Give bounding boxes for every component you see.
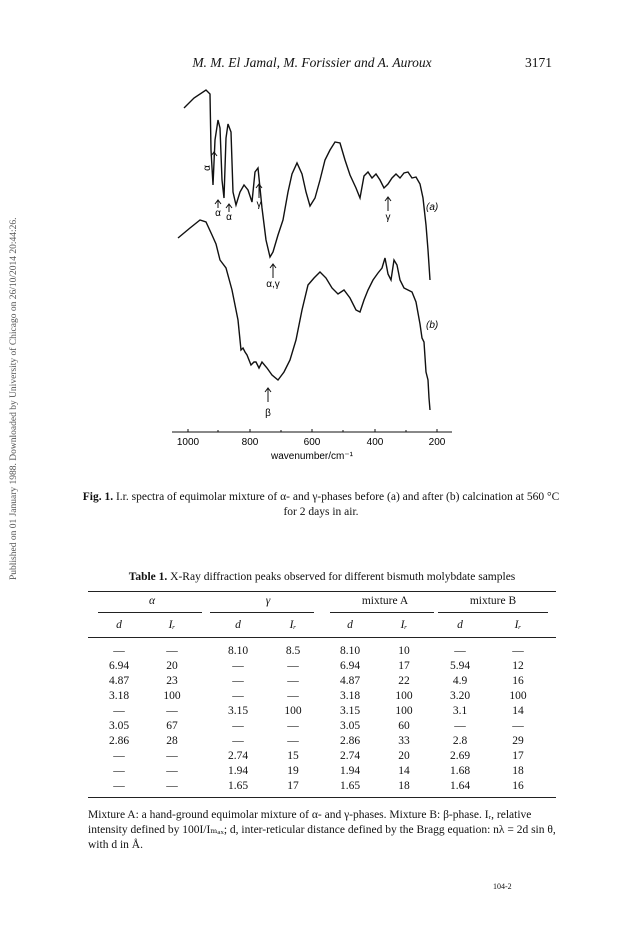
table-cell: 2.86 bbox=[108, 735, 130, 747]
table-footnote: Mixture A: a hand-ground equimolar mixture of α- and γ-phases. Mixture B: β-phase. Iᵣ, relative intensity defined by 100I/Iₘₐₓ; d, inter-reticular distance defined by the Bragg equation: nλ = 2d sin θ, with d in Å. bbox=[88, 809, 556, 851]
running-head: M. M. El Jamal, M. Forissier and A. Auroux bbox=[192, 55, 432, 70]
marker-label: α bbox=[202, 165, 213, 171]
table-cell: 8.10 bbox=[227, 645, 249, 657]
table-cell: 1.94 bbox=[339, 765, 361, 777]
table-cell: 15 bbox=[287, 750, 299, 762]
arrow-icon bbox=[265, 388, 271, 402]
table-cell: 1.65 bbox=[339, 780, 361, 792]
table-cell: 22 bbox=[398, 675, 410, 687]
table-cell: 1.94 bbox=[227, 765, 249, 777]
marker-label: α bbox=[226, 212, 232, 223]
table-cell: 2.8 bbox=[452, 735, 468, 747]
group-rule bbox=[438, 612, 548, 613]
side-note bbox=[6, 150, 20, 580]
curve-b-label: (b) bbox=[426, 320, 439, 331]
table-cell: — bbox=[166, 750, 178, 762]
table-cell: 6.94 bbox=[339, 660, 361, 672]
side-note-text: Published on 01 January 1988. Downloaded by University of Chicago on 26/10/2014 20:44:26. bbox=[9, 217, 19, 580]
marker-label: α bbox=[215, 208, 221, 219]
table-cell: — bbox=[287, 690, 299, 702]
table-title bbox=[92, 571, 552, 583]
page-code: 104-2 bbox=[493, 882, 512, 891]
table-cell: 16 bbox=[512, 780, 524, 792]
markers-curve-a bbox=[202, 152, 391, 290]
table-cell: — bbox=[113, 780, 125, 792]
table-cell: 14 bbox=[512, 705, 524, 717]
table-cell: — bbox=[113, 765, 125, 777]
table-cell: — bbox=[232, 660, 244, 672]
table-cell: 14 bbox=[398, 765, 410, 777]
table-cell: — bbox=[232, 675, 244, 687]
group-rule bbox=[330, 612, 434, 613]
table-cell: 3.1 bbox=[452, 705, 468, 717]
table-cell: — bbox=[287, 660, 299, 672]
spectrum-curve-b bbox=[178, 220, 430, 410]
group-header-mixture-b: mixture B bbox=[469, 595, 517, 607]
table-cell: — bbox=[232, 735, 244, 747]
marker-label: α,γ bbox=[266, 279, 280, 290]
table-cell: 100 bbox=[395, 690, 413, 702]
figure-caption-text: I.r. spectra of equimolar mixture of α- and γ-phases before (a) and after (b) calcination at 560 °C for 2 days in air. bbox=[115, 491, 560, 518]
arrow-icon bbox=[270, 264, 276, 278]
column-header: d bbox=[235, 619, 241, 631]
table-cell: 3.05 bbox=[339, 720, 361, 732]
table-top-rule bbox=[88, 591, 556, 592]
table-cell: 2.74 bbox=[339, 750, 361, 762]
table-cell: — bbox=[287, 735, 299, 747]
column-header: Iᵣ bbox=[168, 619, 176, 631]
table-cell: — bbox=[166, 705, 178, 717]
table-cell: — bbox=[113, 645, 125, 657]
table-cell: — bbox=[166, 765, 178, 777]
table-cell: 33 bbox=[398, 735, 410, 747]
table-cell: — bbox=[166, 780, 178, 792]
table-cell: — bbox=[512, 645, 524, 657]
curve-a-label: (a) bbox=[426, 202, 439, 213]
table-cell: 18 bbox=[512, 765, 524, 777]
table-title-label: Table 1. bbox=[128, 571, 168, 583]
x-axis-label: wavenumber/cm⁻¹ bbox=[271, 451, 353, 462]
table-bottom-rule bbox=[88, 797, 556, 798]
marker-label: γ bbox=[256, 199, 262, 210]
table-cell: 1.64 bbox=[449, 780, 471, 792]
table-cell: 16 bbox=[512, 675, 524, 687]
table-cell: — bbox=[113, 750, 125, 762]
table-cell: 100 bbox=[509, 690, 527, 702]
table-cell: 6.94 bbox=[108, 660, 130, 672]
table-cell: 18 bbox=[398, 780, 410, 792]
table-cell: 19 bbox=[287, 765, 299, 777]
table-header-rule bbox=[88, 637, 556, 638]
table-cell: 100 bbox=[395, 705, 413, 717]
table-cell: 8.5 bbox=[285, 645, 301, 657]
table-cell: 20 bbox=[398, 750, 410, 762]
markers-curve-b bbox=[265, 388, 271, 419]
xrd-table bbox=[88, 587, 556, 799]
x-tick-label: 800 bbox=[241, 437, 259, 448]
table-cell: 2.74 bbox=[227, 750, 249, 762]
table-cell: — bbox=[454, 645, 466, 657]
table-cell: 4.9 bbox=[452, 675, 468, 687]
table-cell: 3.15 bbox=[339, 705, 361, 717]
marker-label: β bbox=[265, 408, 271, 419]
page-number: 3171 bbox=[525, 55, 552, 70]
table-cell: 3.05 bbox=[108, 720, 130, 732]
table-cell: 20 bbox=[166, 660, 178, 672]
figure-caption-label: Fig. 1. bbox=[82, 491, 114, 503]
table-cell: 8.10 bbox=[339, 645, 361, 657]
table-cell: 17 bbox=[398, 660, 410, 672]
table-cell: — bbox=[232, 690, 244, 702]
table-cell: 2.86 bbox=[339, 735, 361, 747]
table-cell: 3.18 bbox=[108, 690, 130, 702]
group-rule bbox=[98, 612, 202, 613]
table-cell: 1.65 bbox=[227, 780, 249, 792]
x-tick-label: 600 bbox=[303, 437, 321, 448]
marker-label: γ bbox=[385, 212, 391, 223]
table-cell: 17 bbox=[512, 750, 524, 762]
table-cell: — bbox=[232, 720, 244, 732]
arrow-icon bbox=[385, 197, 391, 211]
table-cell: — bbox=[512, 720, 524, 732]
table-cell: — bbox=[113, 705, 125, 717]
table-cell: 67 bbox=[166, 720, 178, 732]
table-cell: 4.87 bbox=[108, 675, 130, 687]
table-cell: 3.18 bbox=[339, 690, 361, 702]
table-cell: 10 bbox=[398, 645, 410, 657]
table-cell: 17 bbox=[287, 780, 299, 792]
table-cell: 3.20 bbox=[449, 690, 471, 702]
group-header-alpha: α bbox=[148, 595, 156, 607]
column-header: d bbox=[457, 619, 463, 631]
table-cell: — bbox=[287, 675, 299, 687]
arrow-icon bbox=[215, 200, 221, 208]
arrow-icon bbox=[226, 204, 232, 212]
column-header: Iᵣ bbox=[514, 619, 522, 631]
table-cell: 100 bbox=[163, 690, 181, 702]
group-header-gamma: γ bbox=[265, 595, 271, 607]
x-axis bbox=[172, 429, 452, 462]
ir-spectrum-figure bbox=[170, 80, 460, 480]
x-tick-label: 200 bbox=[428, 437, 446, 448]
table-cell: 12 bbox=[512, 660, 524, 672]
table-cell: 28 bbox=[166, 735, 178, 747]
column-header: d bbox=[116, 619, 122, 631]
x-tick-label: 1000 bbox=[176, 437, 200, 448]
table-cell: 4.87 bbox=[339, 675, 361, 687]
column-header: Iᵣ bbox=[289, 619, 297, 631]
table-cell: — bbox=[454, 720, 466, 732]
table-cell: — bbox=[166, 645, 178, 657]
figure-caption bbox=[82, 490, 560, 520]
group-rule bbox=[210, 612, 314, 613]
spectrum-curve-a bbox=[184, 90, 430, 280]
table-cell: 100 bbox=[284, 705, 302, 717]
group-header-mixture-a: mixture A bbox=[361, 595, 409, 607]
table-cell: 60 bbox=[398, 720, 410, 732]
table-cell: 2.69 bbox=[449, 750, 471, 762]
table-cell: 29 bbox=[512, 735, 524, 747]
x-tick-label: 400 bbox=[366, 437, 384, 448]
table-cell: 23 bbox=[166, 675, 178, 687]
table-cell: 5.94 bbox=[449, 660, 471, 672]
table-cell: 1.68 bbox=[449, 765, 471, 777]
table-title-text: X-Ray diffraction peaks observed for different bismuth molybdate samples bbox=[170, 571, 516, 583]
table-cell: — bbox=[287, 720, 299, 732]
column-header: Iᵣ bbox=[400, 619, 408, 631]
column-header: d bbox=[347, 619, 353, 631]
table-cell: 3.15 bbox=[227, 705, 249, 717]
